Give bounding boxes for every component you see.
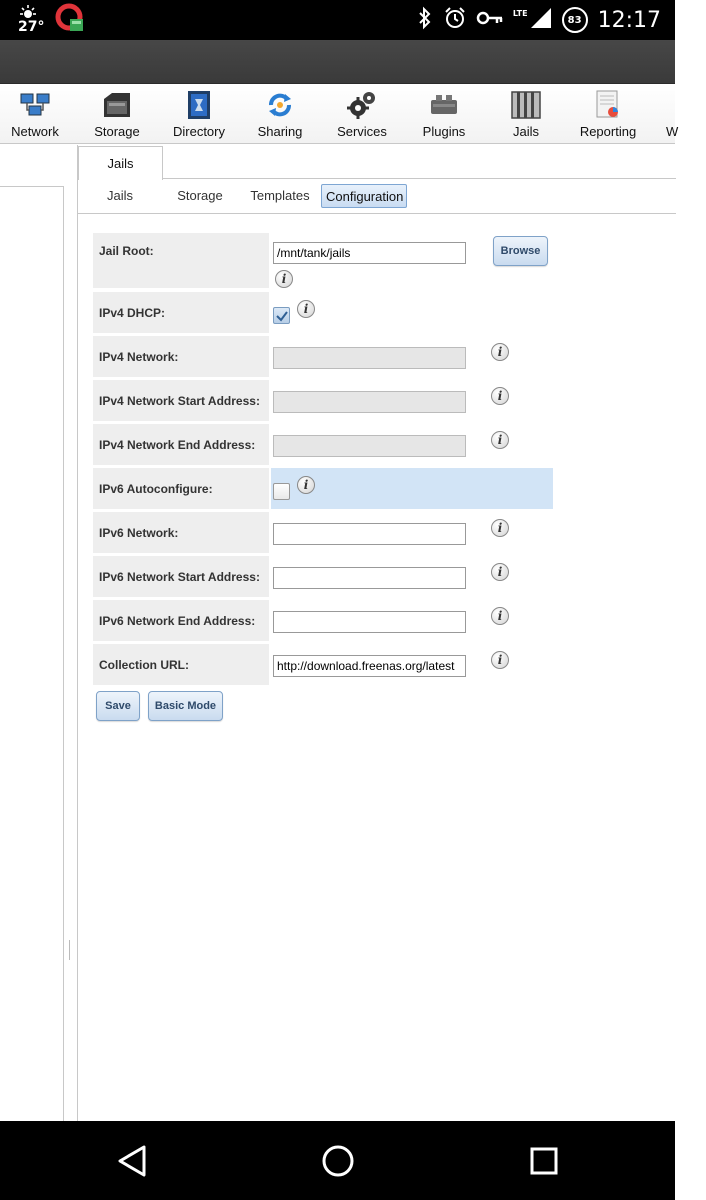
- label-ipv4-end: IPv4 Network End Address:: [93, 424, 269, 465]
- toolbar-storage[interactable]: Storage: [76, 88, 158, 142]
- ipv6-autoconfigure-checkbox[interactable]: [273, 483, 290, 500]
- label-ipv6-autoconfigure: IPv6 Autoconfigure:: [93, 468, 269, 509]
- row-ipv4-end: [93, 424, 553, 465]
- network-icon: [19, 90, 51, 120]
- toolbar-network[interactable]: Network: [0, 88, 76, 142]
- top-toolbar: [0, 84, 679, 144]
- pane-splitter[interactable]: [69, 940, 70, 960]
- battery-level: 83: [562, 7, 588, 33]
- recents-icon[interactable]: [524, 1141, 564, 1181]
- subtab-templates[interactable]: Templates: [250, 188, 310, 203]
- android-nav-bar: [0, 1121, 675, 1200]
- lte-text: LTE: [512, 8, 528, 18]
- bluetooth-icon: [417, 7, 433, 34]
- row-ipv6-autoconfigure: [93, 468, 553, 509]
- collection-url-input[interactable]: http://download.freenas.org/latest: [273, 655, 466, 677]
- storage-icon: [101, 90, 133, 120]
- ipv6-end-input[interactable]: [273, 611, 466, 633]
- save-button[interactable]: Save: [96, 691, 140, 721]
- toolbar-directory[interactable]: Directory: [158, 88, 240, 142]
- info-icon[interactable]: i: [491, 343, 509, 361]
- info-icon[interactable]: i: [297, 300, 315, 318]
- back-icon[interactable]: [112, 1141, 152, 1181]
- toolbar-truncated-item[interactable]: W: [666, 124, 679, 139]
- toolbar-jails[interactable]: Jails: [485, 88, 567, 142]
- info-icon[interactable]: i: [275, 270, 293, 288]
- label-jail-root: Jail Root:: [93, 233, 269, 288]
- services-icon: [346, 90, 378, 120]
- basic-mode-button[interactable]: Basic Mode: [148, 691, 223, 721]
- tab-jails[interactable]: Jails: [78, 146, 163, 180]
- main-panel: [77, 145, 675, 1121]
- info-icon[interactable]: i: [491, 563, 509, 581]
- info-icon[interactable]: i: [491, 607, 509, 625]
- info-icon[interactable]: i: [491, 519, 509, 537]
- directory-icon: [183, 90, 215, 120]
- subtab-configuration[interactable]: Configuration: [321, 184, 407, 208]
- alarm-icon: [443, 6, 467, 35]
- row-ipv6-end: [93, 600, 553, 641]
- label-collection-url: Collection URL:: [93, 644, 269, 685]
- ipv4-dhcp-checkbox[interactable]: [273, 307, 290, 324]
- browser-chrome-bar: [0, 40, 675, 84]
- toolbar-services[interactable]: Services: [321, 88, 403, 142]
- info-icon[interactable]: i: [491, 387, 509, 405]
- signal-icon: [530, 7, 552, 34]
- label-ipv6-end: IPv6 Network End Address:: [93, 600, 269, 641]
- toolbar-sharing[interactable]: Sharing: [239, 88, 321, 142]
- sharing-icon: [264, 90, 296, 120]
- label-ipv4-start: IPv4 Network Start Address:: [93, 380, 269, 421]
- row-collection-url: [93, 644, 553, 685]
- label-ipv6-start: IPv6 Network Start Address:: [93, 556, 269, 597]
- info-icon[interactable]: i: [491, 651, 509, 669]
- row-ipv4-start: [93, 380, 553, 421]
- info-icon[interactable]: i: [297, 476, 315, 494]
- subtab-bar: [78, 179, 676, 213]
- label-ipv4-dhcp: IPv4 DHCP:: [93, 292, 269, 333]
- ipv6-start-input[interactable]: [273, 567, 466, 589]
- android-status-bar: [0, 0, 675, 40]
- left-tree-pane: [0, 186, 64, 1121]
- label-ipv6-network: IPv6 Network:: [93, 512, 269, 553]
- row-jail-root: [93, 233, 553, 288]
- browse-button[interactable]: Browse: [493, 236, 548, 266]
- info-icon[interactable]: i: [491, 431, 509, 449]
- home-icon[interactable]: [318, 1141, 358, 1181]
- jail-root-input[interactable]: /mnt/tank/jails: [273, 242, 466, 264]
- ipv6-network-input[interactable]: [273, 523, 466, 545]
- row-ipv6-network: [93, 512, 553, 553]
- vpn-key-icon: [477, 10, 503, 31]
- ipv4-network-input[interactable]: [273, 347, 466, 369]
- jails-icon: [510, 90, 542, 120]
- weather-sun-icon: [14, 5, 44, 37]
- row-ipv4-network: [93, 336, 553, 377]
- clock-text: 12:17: [597, 7, 661, 33]
- toolbar-reporting[interactable]: Reporting: [567, 88, 649, 142]
- ipv4-start-input[interactable]: [273, 391, 466, 413]
- row-ipv4-dhcp: [93, 292, 553, 333]
- toolbar-plugins[interactable]: Plugins: [403, 88, 485, 142]
- label-ipv4-network: IPv4 Network:: [93, 336, 269, 377]
- opera-app-icon: [56, 4, 84, 37]
- subtab-storage[interactable]: Storage: [177, 188, 223, 203]
- ipv4-end-input[interactable]: [273, 435, 466, 457]
- temperature-text: 27°: [18, 18, 45, 35]
- plugins-icon: [428, 90, 460, 120]
- reporting-icon: [592, 90, 624, 120]
- subtab-jails[interactable]: Jails: [106, 188, 133, 203]
- row-ipv6-start: [93, 556, 553, 597]
